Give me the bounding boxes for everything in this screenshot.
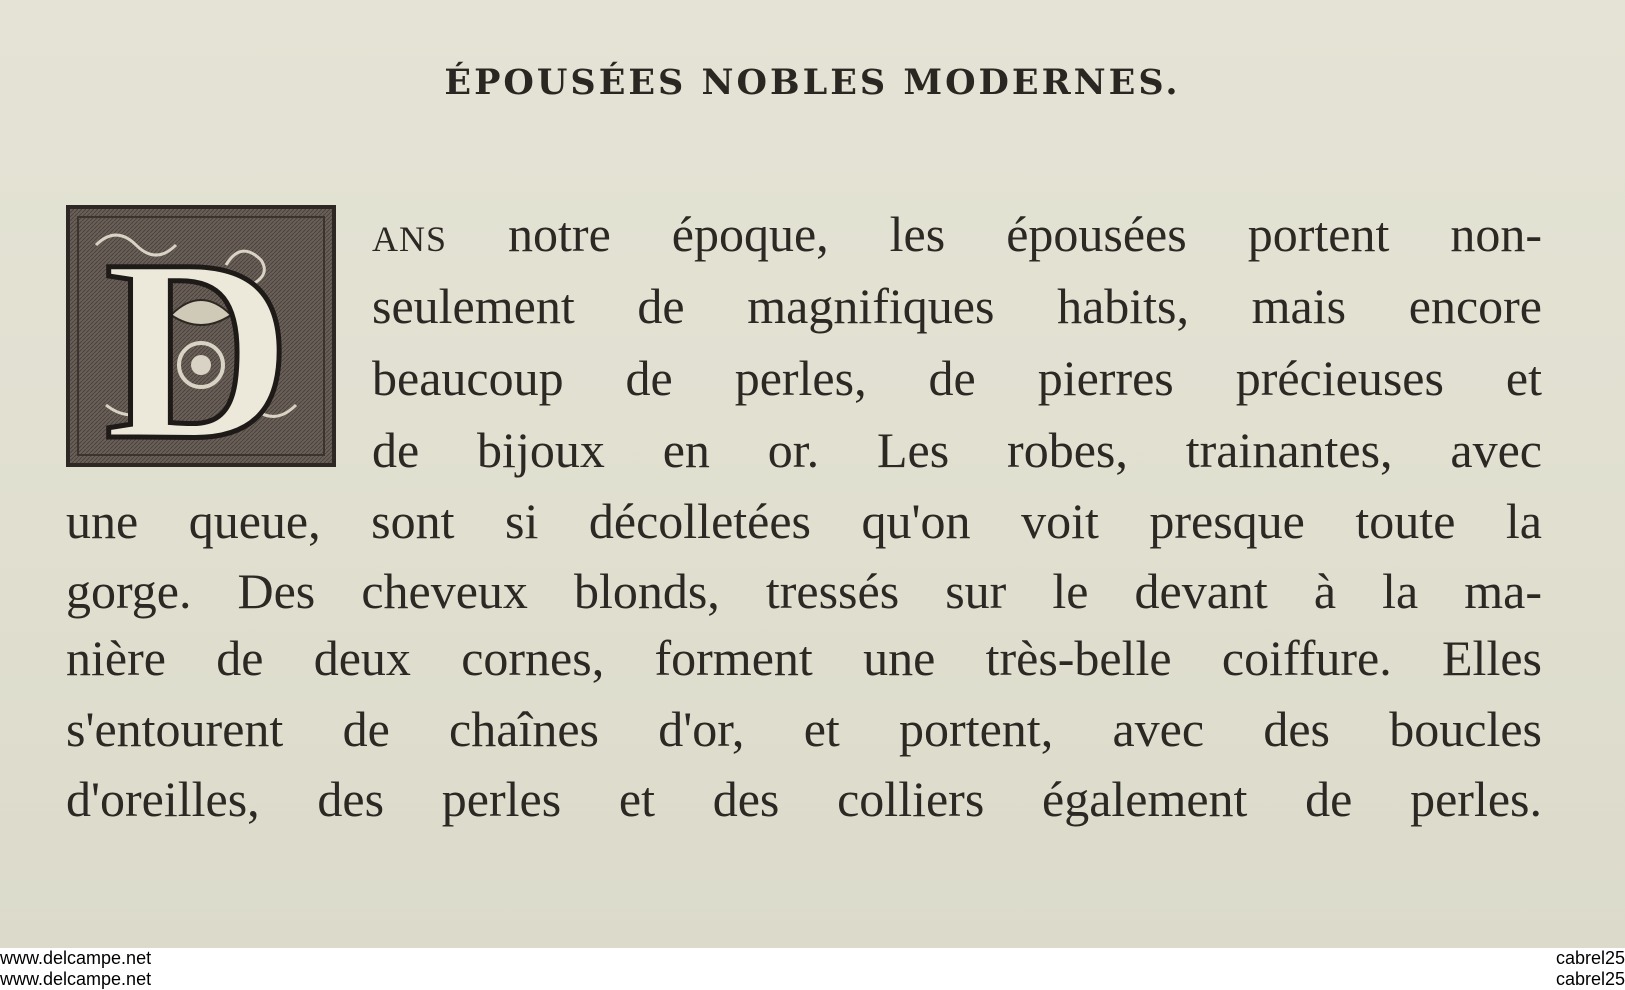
text-line-3: beaucoup de perles, de pierres précieuses et	[372, 350, 1542, 406]
line-1-text: notre époque, les épousées portent non-	[447, 206, 1542, 262]
text-line-7: nière de deux cornes, forment une très-belle coiffure. Elles	[66, 630, 1542, 686]
text-line-5: une queue, sont si décolletées qu'on voit presque toute la	[66, 493, 1542, 549]
text-line-9: d'oreilles, des perles et des colliers également de perles.	[66, 771, 1542, 827]
watermark-site-line-2: www.delcampe.net	[0, 969, 152, 989]
watermark-user	[1556, 948, 1625, 990]
watermark-user-line-2: cabrel25	[1555, 969, 1625, 989]
text-line-2: seulement de magnifiques habits, mais encore	[372, 278, 1542, 334]
text-line-8: s'entourent de chaînes d'or, et portent, avec des boucles	[66, 701, 1542, 757]
small-caps-word: ANS	[372, 219, 448, 259]
drop-cap-letter: D	[104, 206, 292, 467]
watermark-site	[0, 948, 151, 990]
ornamental-drop-cap	[66, 205, 336, 467]
text-line-4: de bijoux en or. Les robes, trainantes, avec	[372, 422, 1542, 478]
watermark-user-line-1: cabrel25	[1555, 948, 1625, 968]
text-line-6: gorge. Des cheveux blonds, tressés sur le devant à la ma-	[66, 563, 1542, 619]
text-line-1	[372, 206, 1542, 267]
page-title: ÉPOUSÉES NOBLES MODERNES.	[444, 62, 1181, 103]
watermark-site-line-1: www.delcampe.net	[0, 948, 152, 968]
